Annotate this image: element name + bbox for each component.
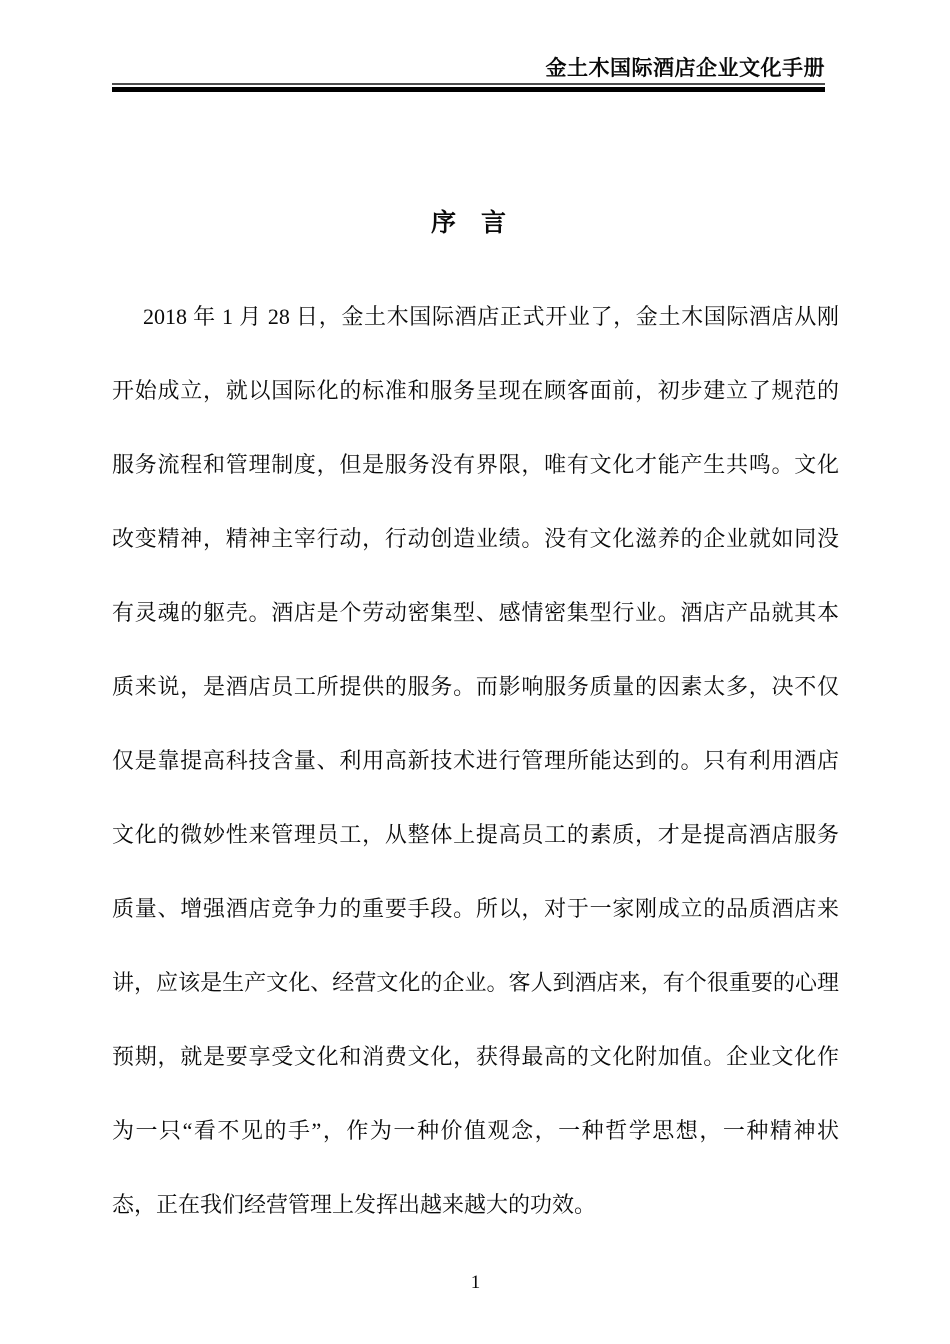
paragraph-line: 为一只“看不见的手”，作为一种价值观念，一种哲学思想，一种精神状 xyxy=(112,1118,839,1143)
paragraph-line: 改变精神，精神主宰行动，行动创造业绩。没有文化滋养的企业就如同没 xyxy=(112,526,839,551)
paragraph-line: 质量、增强酒店竞争力的重要手段。所以，对于一家刚成立的品质酒店来 xyxy=(112,896,839,921)
paragraph-line: 开始成立，就以国际化的标准和服务呈现在顾客面前，初步建立了规范的 xyxy=(112,378,839,403)
paragraph-line: 仅是靠提高科技含量、利用高新技术进行管理所能达到的。只有利用酒店 xyxy=(112,748,839,773)
section-title: 序 言 xyxy=(430,210,506,237)
paragraph-line: 态，正在我们经营管理上发挥出越来越大的功效。 xyxy=(112,1192,597,1217)
paragraph-line: 预期，就是要享受文化和消费文化，获得最高的文化附加值。企业文化作 xyxy=(112,1044,839,1069)
header-rule xyxy=(112,83,825,92)
preface-paragraph xyxy=(112,280,839,1242)
paragraph-line: 质来说，是酒店员工所提供的服务。而影响服务质量的因素太多，决不仅 xyxy=(112,674,839,699)
paragraph-line: 讲，应该是生产文化、经营文化的企业。客人到酒店来，有个很重要的心理 xyxy=(112,970,839,995)
header-rule-thick-line xyxy=(112,87,825,92)
paragraph-line: 有灵魂的躯壳。酒店是个劳动密集型、感情密集型行业。酒店产品就其本 xyxy=(112,600,839,625)
paragraph-line: 服务流程和管理制度，但是服务没有界限，唯有文化才能产生共鸣。文化 xyxy=(112,452,839,477)
header-rule-thin-line xyxy=(112,83,825,85)
page-number: 1 xyxy=(470,1272,481,1293)
header-title: 金土木国际酒店企业文化手册 xyxy=(545,56,825,80)
paragraph-line: 文化的微妙性来管理员工，从整体上提高员工的素质，才是提高酒店服务 xyxy=(112,822,839,847)
paragraph-line: 2018 年 1 月 28 日，金土木国际酒店正式开业了，金土木国际酒店从刚 xyxy=(143,304,839,329)
